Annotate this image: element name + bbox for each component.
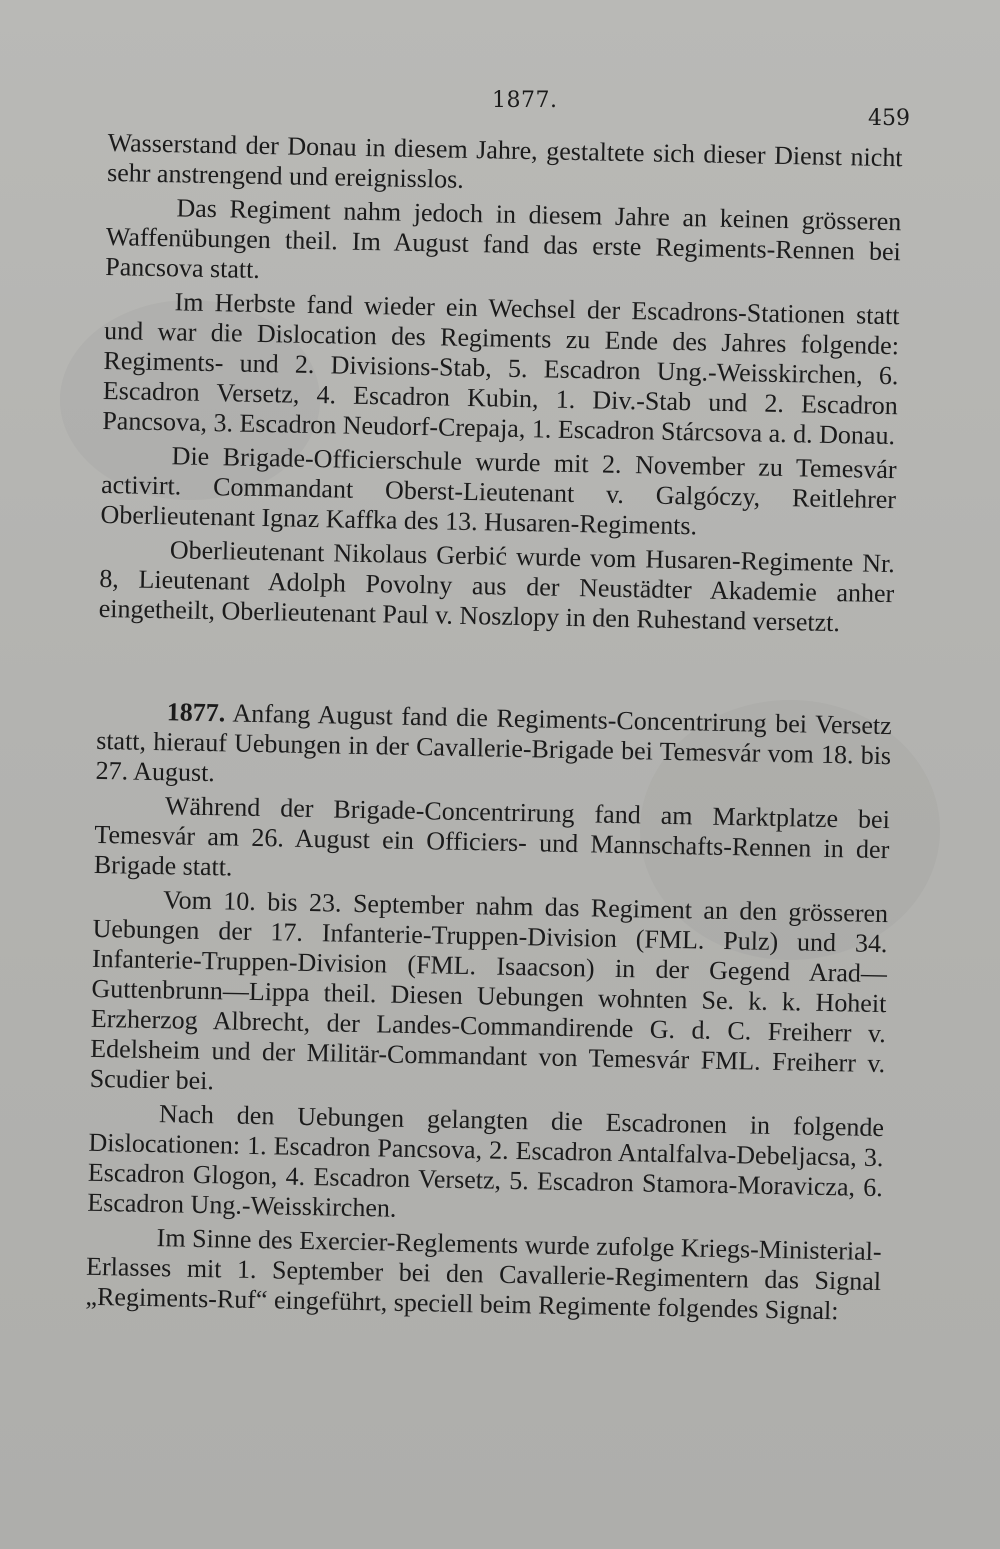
running-head-year: 1877. [492, 88, 558, 113]
paragraph-race: Während der Brigade-Concentrirung fand am Marktplatze bei Temesvár am 26. August ein Officiers- und Mannschafts-Rennen in der Brigade statt. [93, 791, 891, 882]
paragraph-year-1877 [95, 696, 892, 801]
paragraph-signal: Im Sinne des Exercier-Reglements wurde zufolge Kriegs-Ministerial-Erlasses mit 1. September bei den Cavallerie-Regimentern das Signal „Regiments-Ruf“ eingeführt, speciell beim Regimente folgendes Signal: [85, 1223, 882, 1326]
paragraph-manoeuvres: Vom 10. bis 23. September nahm das Regiment an den grösseren Uebungen der 17. Infanterie-Truppen-Division (FML. Pulz) und 34. Infanterie-Truppen-Division (FML. Isaacson) in der Gegend Arad—Guttenbrunn—Lippa theil. Diesen Uebungen wohnten Se. k. k. Hoheit Erzherzog Albrecht, der Landes-Commandirende G. d. C. Freiherr v. Edelsheim und der Militär-Commandant von Temesvár FML. Freiherr v. Scudier bei. [89, 885, 889, 1096]
body-text [82, 128, 902, 1473]
paragraph-continuation: Wasserstand der Donau in diesem Jahre, gestaltete sich dieser Dienst nicht sehr anstrengend und ereignisslos. [106, 128, 903, 194]
paragraph-personnel: Oberlieutenant Nikolaus Gerbić wurde vom Husaren-Regimente Nr. 8, Lieutenant Adolph Povolny aus der Neustädter Akademie anher eingetheilt, Oberlieutenant Paul v. Noszlopy in den Ruhestand versetzt. [98, 535, 896, 638]
year-paragraph-text: Anfang August fand die Regiments-Concentrirung bei Versetz statt, hierauf Uebungen in der Cavallerie-Brigade bei Temesvár vom 18. bis 27. August. [95, 698, 892, 788]
page-number: 459 [868, 106, 910, 131]
paragraph-dislocation: Im Herbste fand wieder ein Wechsel der Escadrons-Stationen statt und war die Dislocation des Regiments zu Ende des Jahres folgende: Regiments- und 2. Divisions-Stab, 5. Escadron Ung.-Weisskirchen, 6. Escadron Versetz, 4. Escadron Kubin, 1. Div.-Stab und 2. Escadron Pancsova, 3. Escadron Neudorf-Crepaja, 1. Escadron Stárcsova a. d. Donau. [102, 287, 900, 451]
year-heading: 1877. [166, 697, 226, 728]
paragraph: Das Regiment nahm jedoch in diesem Jahre an keinen grösseren Waffenübungen theil. Im August fand das erste Regiments-Rennen bei Pancsova statt. [105, 193, 902, 284]
paragraph-new-dislocation: Nach den Uebungen gelangten die Escadronen in folgende Dislocationen: 1. Escadron Pancsova, 2. Escadron Antalfalva-Debeljacsa, 3. Escadron Glogon, 4. Escadron Versetz, 5. Escadron Stamora-Moravicza, 6. Escadron Ung.-Weisskirchen. [87, 1099, 885, 1223]
running-head [0, 88, 1000, 131]
paragraph-officer-school: Die Brigade-Officierschule wurde mit 2. November zu Temesvár activirt. Commandant Oberst-Lieutenant v. Galgóczy, Reitlehrer Oberlieutenant Ignaz Kaffka des 13. Husaren-Regiments. [100, 441, 897, 541]
